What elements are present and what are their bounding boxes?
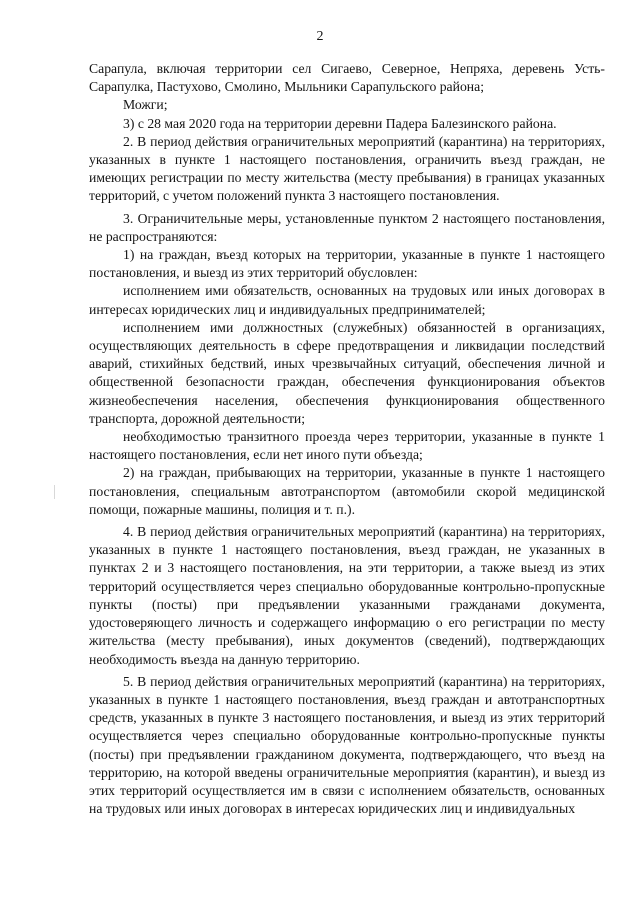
document-body: [89, 60, 605, 818]
paragraph-item-3-1: 1) на граждан, въезд которых на территории, указанные в пункте 1 настоящего постановления, и выезд из этих территорий обусловлен:: [89, 247, 605, 281]
paragraph-item-4: 4. В период действия ограничительных мероприятий (карантина) на территориях, указанных в пункте 1 настоящего постановления, въезд граждан, не указанных в пунктах 2 и 3 настоящего постановления, на эти территории, а также выезд из этих территорий осуществляется через специально оборудованные контрольно-пропускные пункты (посты) при предъявлении указанными гражданами документа, удостоверяющего личность и содержащего информацию о его регистрации по месту жительства (месту пребывания), иных документов (сведений), подтверждающих необходимость въезда на данную территорию.: [89, 524, 605, 667]
paragraph-padera: 3) с 28 мая 2020 года на территории деревни Падера Балезинского района.: [123, 115, 557, 131]
paragraph-sarapul-territories: Сарапула, включая территории сел Сигаево, Северное, Непряха, деревень Усть-Сарапулка, Пастухово, Смолино, Мыльники Сарапульского района;: [89, 61, 605, 95]
paragraph-obligations: исполнением ими обязательств, основанных на трудовых или иных договорах в интересах юридических лиц и индивидуальных предпринимателей;: [89, 283, 605, 317]
paragraph-item-3-2: 2) на граждан, прибывающих на территории, указанные в пункте 1 настоящего постановления, специальным автотранспортом (автомобили скорой медицинской помощи, пожарные машины, полиция и т. п.).: [89, 465, 605, 517]
page-number: 2: [316, 29, 324, 44]
paragraph-item-5: 5. В период действия ограничительных мероприятий (карантина) на территориях, указанных в пункте 1 настоящего постановления, въезд граждан и автотранспортных средств, указанных в пункте 3 настоящего постановления, и выезд из этих территорий осуществляется через специально оборудованные контрольно-пропускные пункты (посты) при предъявлении гражданином документа, подтверждающего, что въезд на территорию, на которой введены ограничительные мероприятия (карантин), и выезд из этих территорий осуществляется им в связи с исполнением обязательств, основанных на трудовых или иных договорах в интересах юридических лиц и индивидуальных: [89, 673, 605, 817]
paragraph-item-3: 3. Ограничительные меры, установленные пунктом 2 настоящего постановления, не распространяются:: [89, 210, 605, 244]
paragraph-transit: необходимостью транзитного проезда через территории, указанные в пункте 1 настоящего постановления, если нет иного пути объезда;: [89, 429, 605, 463]
paragraph-mozhgi: Можги;: [123, 97, 168, 113]
paragraph-item-2: 2. В период действия ограничительных мероприятий (карантина) на территориях, указанных в пункте 1 настоящего постановления, ограничить въезд граждан, не имеющих регистрации по месту жительства (месту пребывания) в границах указанных территорий, с учетом положений пункта 3 настоящего постановления.: [89, 133, 605, 204]
scan-margin-mark: [54, 485, 55, 499]
paragraph-official-duties: исполнением ими должностных (служебных) обязанностей в организациях, осуществляющих деятельность в сфере предотвращения и ликвидации последствий аварий, стихийных бедствий, иных чрезвычайных ситуаций, обеспечения личной и общественной безопасности граждан, обеспечения функционирования объектов жизнеобеспечения населения, обеспечения функционирования общественного транспорта, дорожной деятельности;: [89, 319, 605, 426]
